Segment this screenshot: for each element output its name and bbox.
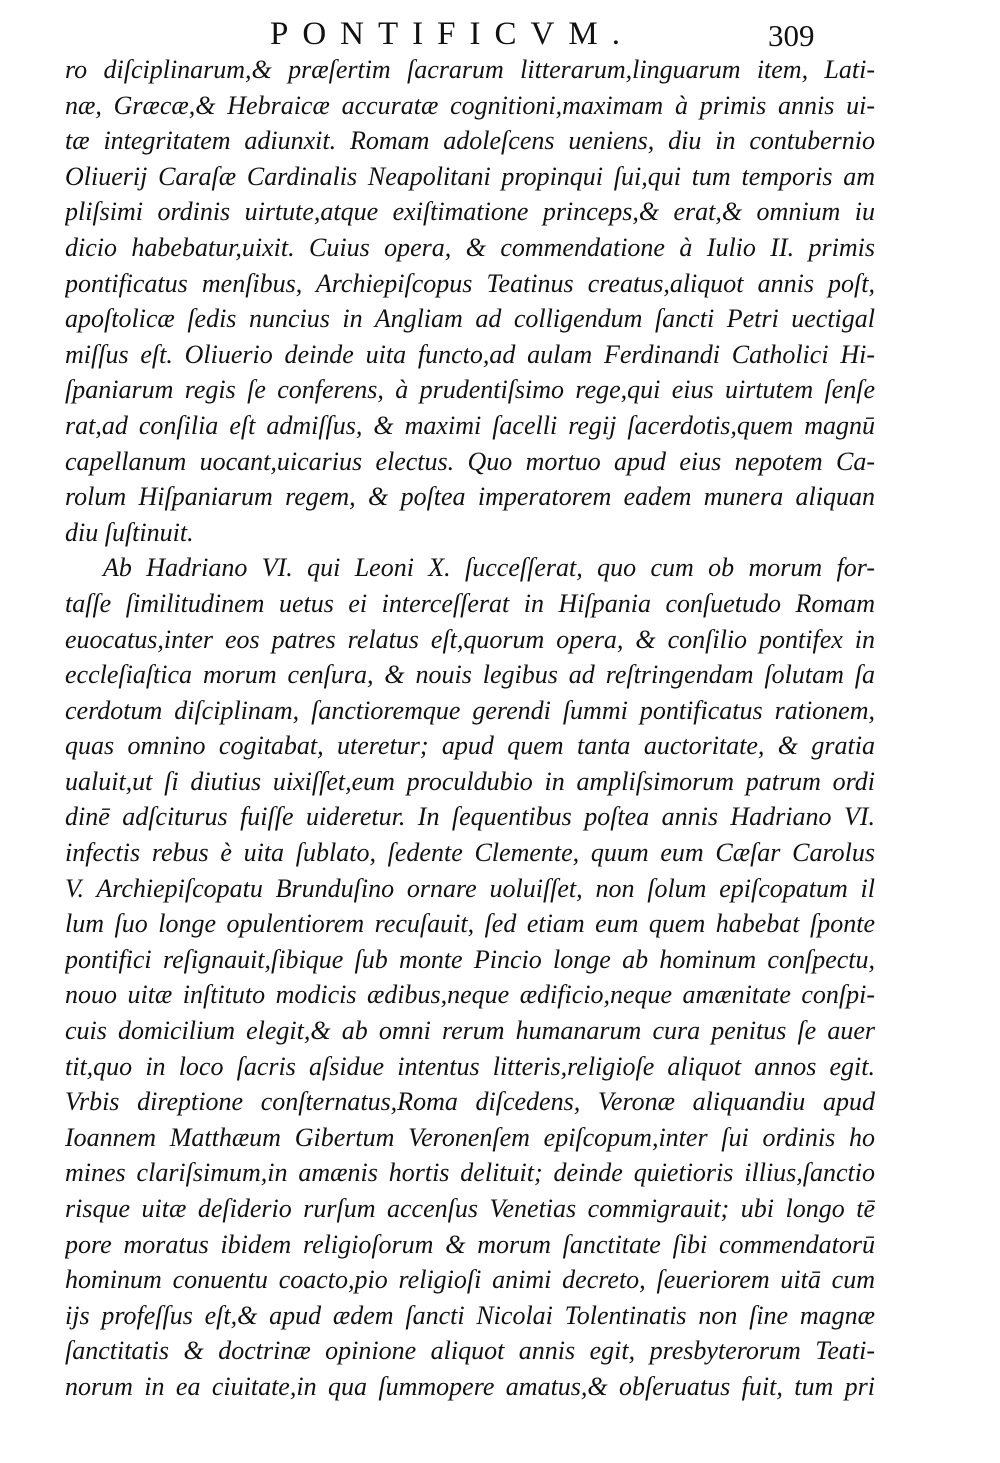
paragraph — [65, 550, 875, 1404]
text-line: Vrbis direptione conſternatus,Roma diſcedens, Veronæ aliquandiu apud — [65, 1087, 875, 1117]
text-line: eccleſiaſtica morum cenſura, & nouis legibus ad reſtringendam ſolutam ſa — [65, 660, 875, 690]
page-number: 309 — [768, 18, 815, 53]
text-line: V. Archiepiſcopatu Brunduſino ornare uoluiſſet, non ſolum epiſcopatum il — [65, 873, 875, 903]
text-line: nouo uitæ inſtituto modicis ædibus,neque ædificio,neque amænitate conſpi- — [65, 980, 875, 1010]
text-line: næ, Græcæ,& Hebraicæ accuratæ cognitioni,maximam à primis annis ui- — [65, 90, 875, 120]
text-line: dicio habebatur,uixit. Cuius opera, & commendatione à Iulio II. primis — [65, 232, 875, 262]
text-line: quas omnino cogitabat, uteretur; apud quem tanta auctoritate, & gratia — [65, 731, 875, 761]
text-line: cuis domicilium elegit,& ab omni rerum humanarum cura penitus ſe auer — [65, 1016, 875, 1046]
text-line: cerdotum diſciplinam, ſanctioremque gerendi ſummi pontificatus rationem, — [65, 695, 875, 725]
text-line: Ab Hadriano VI. qui Leoni X. ſucceſſerat, quo cum ob morum for- — [103, 553, 875, 583]
text-line: euocatus,inter eos patres relatus eſt,quorum opera, & conſilio pontifex in — [65, 624, 875, 654]
text-line: taſſe ſimilitudinem uetus ei interceſſerat in Hiſpania conſuetudo Romam — [65, 588, 875, 618]
text-line: pore moratus ibidem religioſorum & morum ſanctitate ſibi commendatorū — [65, 1229, 875, 1259]
text-line: ſpaniarum regis ſe conferens, à prudentiſsimo rege,qui eius uirtutem ſenſe — [65, 375, 875, 405]
text-line: rat,ad conſilia eſt admiſſus, & maximi ſacelli regij ſacerdotis,quem magnū — [65, 410, 875, 440]
text-line: mines clariſsimum,in amænis hortis delituit; deinde quietioris illius,ſanctio — [65, 1158, 875, 1188]
text-line: norum in ea ciuitate,in qua ſummopere amatus,& obſeruatus fuit, tum pri — [65, 1371, 875, 1401]
text-line: ualuit,ut ſi diutius uixiſſet,eum proculdubio in ampliſsimorum patrum ordi — [65, 766, 875, 796]
text-line: hominum conuentu coacto,pio religioſi animi decreto, ſeueriorem uitā cum — [65, 1265, 875, 1295]
paragraph — [65, 52, 875, 550]
page-header — [0, 14, 1000, 54]
text-line: Oliuerij Caraſæ Cardinalis Neapolitani propinqui ſui,qui tum temporis am — [65, 161, 875, 191]
text-line: ſanctitatis & doctrinæ opinione aliquot annis egit, presbyterorum Teati- — [65, 1336, 875, 1366]
text-line: pontificatus menſibus, Archiepiſcopus Teatinus creatus,aliquot annis poſt, — [65, 268, 875, 298]
running-title: PONTIFICVM. — [270, 16, 634, 52]
text-line: miſſus eſt. Oliuerio deinde uita functo,ad aulam Ferdinandi Catholici Hi- — [65, 339, 875, 369]
text-line: pliſsimi ordinis uirtute,atque exiſtimatione princeps,& erat,& omnium iu — [65, 197, 875, 227]
body-text — [65, 52, 875, 1405]
text-line: tit,quo in loco ſacris aſsidue intentus litteris,religioſe aliquot annos egit. — [65, 1051, 875, 1081]
text-line: Ioannem Matthæum Gibertum Veronenſem epiſcopum,inter ſui ordinis ho — [65, 1122, 875, 1152]
text-line: ro diſciplinarum,& præſertim ſacrarum litterarum,linguarum item, Lati- — [65, 55, 875, 84]
text-line: infectis rebus è uita ſublato, ſedente Clemente, quum eum Cæſar Carolus — [65, 838, 875, 868]
text-line: ijs profeſſus eſt,& apud ædem ſancti Nicolai Tolentinatis non ſine magnæ — [65, 1300, 875, 1330]
text-line: apoſtolicæ ſedis nuncius in Angliam ad colligendum ſancti Petri uectigal — [65, 304, 875, 334]
text-line: pontifici reſignauit,ſibique ſub monte Pincio longe ab hominum conſpectu, — [65, 944, 875, 974]
text-line: diu ſuſtinuit. — [65, 517, 194, 547]
text-line: rolum Hiſpaniarum regem, & poſtea imperatorem eadem munera aliquan — [65, 482, 875, 512]
text-line: tæ integritatem adiunxit. Romam adoleſcens ueniens, diu in contubernio — [65, 126, 875, 156]
text-line: dinē adſciturus fuiſſe uideretur. In ſequentibus poſtea annis Hadriano VI. — [65, 802, 875, 832]
text-line: capellanum uocant,uicarius electus. Quo mortuo apud eius nepotem Ca- — [65, 446, 875, 476]
text-line: lum ſuo longe opulentiorem recuſauit, ſed etiam eum quem habebat ſponte — [65, 909, 875, 939]
text-line: risque uitæ deſiderio rurſum accenſus Venetias commigrauit; ubi longo tē — [65, 1194, 875, 1223]
